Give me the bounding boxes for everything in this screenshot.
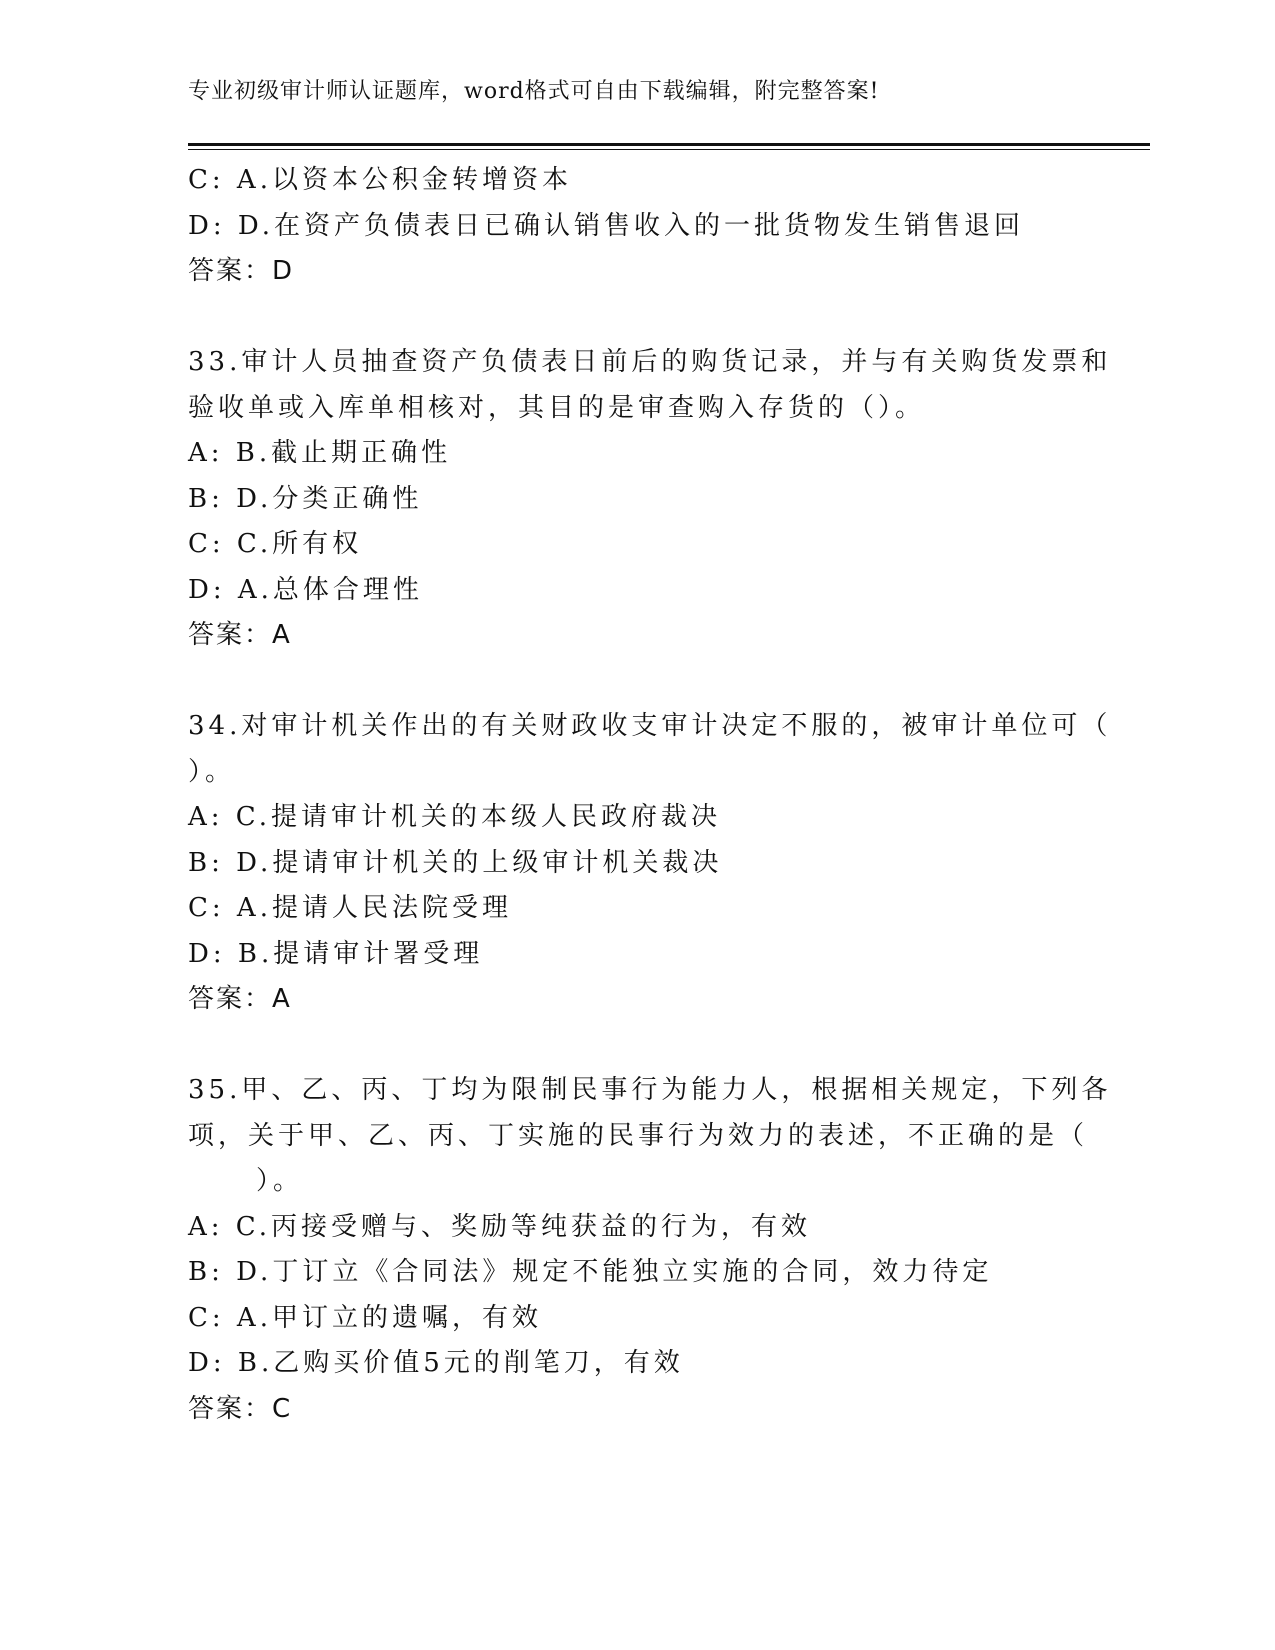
option-d: D: D.在资产负债表日已确认销售收入的一批货物发生销售退回: [188, 210, 1025, 241]
option-b: B: D.分类正确性: [188, 483, 423, 514]
header-divider-thin: [188, 149, 1150, 150]
option-a: A: C.提请审计机关的本级人民政府裁决: [188, 802, 722, 832]
question-stem-line: ）。: [188, 756, 236, 787]
option-b: B: D.丁订立《合同法》规定不能独立实施的合同，效力待定: [188, 1257, 993, 1287]
spacer: [188, 659, 1088, 705]
question-stem-line: 验收单或入库单相核对，其目的是审查购入存货的（）。: [188, 392, 926, 423]
question-35-block: [188, 1068, 1112, 1432]
option-c: C: A.提请人民法院受理: [188, 893, 512, 923]
spacer: [188, 295, 1088, 341]
option-c: C: A.以资本公积金转增资本: [188, 165, 572, 195]
option-a: A: B.截止期正确性: [188, 438, 452, 468]
answer-line: 答案：A: [188, 620, 292, 650]
answer-line: 答案：D: [188, 256, 295, 286]
question-list: [188, 158, 1112, 1432]
question-34-block: [188, 704, 1112, 1023]
option-d: D: B.提请审计署受理: [188, 938, 484, 969]
question-stem-line: 项，关于甲、乙、丙、丁实施的民事行为效力的表述，不正确的是（: [188, 1120, 1089, 1151]
question-stem-line: 33.审计人员抽查资产负债表日前后的购货记录，并与有关购货发票和: [188, 347, 1112, 377]
option-a: A: C.丙接受赠与、奖励等纯获益的行为，有效: [188, 1211, 812, 1242]
option-c: C: A.甲订立的遗嘱，有效: [188, 1302, 542, 1333]
answer-line: 答案：C: [188, 1393, 293, 1424]
question-stem-line: 35.甲、乙、丙、丁均为限制民事行为能力人，根据相关规定，下列各: [188, 1075, 1112, 1105]
option-c: C: C.所有权: [188, 529, 363, 559]
spacer: [188, 1023, 1088, 1069]
page-header: 专业初级审计师认证题库，word格式可自由下载编辑，附完整答案!: [188, 79, 880, 104]
option-b: B: D.提请审计机关的上级审计机关裁决: [188, 847, 723, 878]
question-stem-line: 34.对审计机关作出的有关财政收支审计决定不服的，被审计单位可（: [188, 711, 1112, 741]
question-33-block: [188, 340, 1112, 659]
option-d: D: A.总体合理性: [188, 574, 423, 605]
header-divider-thick: [188, 143, 1150, 146]
answer-line: 答案：A: [188, 984, 292, 1014]
question-32-block: [188, 158, 1088, 295]
question-stem-line: ）。: [256, 1166, 304, 1196]
option-d: D: B.乙购买价值5元的削笔刀，有效: [188, 1348, 684, 1378]
